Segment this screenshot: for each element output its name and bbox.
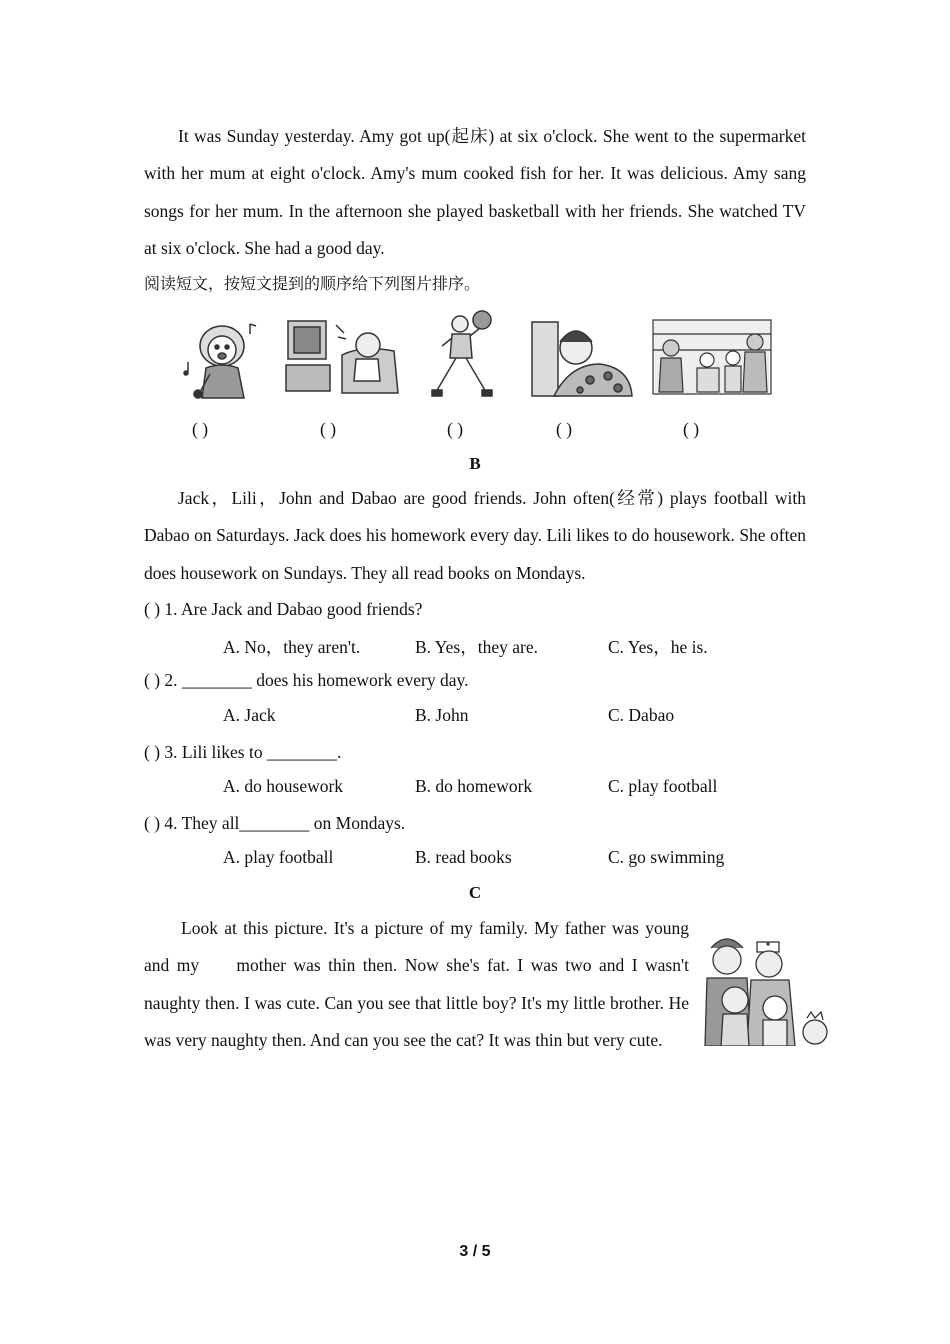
section-b-title: B — [469, 454, 481, 473]
q2-option-a[interactable]: A. Jack — [223, 705, 276, 725]
section-c-title: C — [468, 883, 482, 902]
answer-blank-2[interactable]: ( ) — [320, 419, 337, 439]
family-portrait-picture — [703, 928, 831, 1046]
question-1: ( ) 1. Are Jack and Dabao good friends? — [144, 599, 423, 619]
passage-c: Look at this picture. It's a picture of my family. My father was young and my mother was thin then. Now she's fat. I was two and I wasn't naughty then. I was cute. Can you see that little boy? It's my little brother. He was very naughty then. And can you see the cat? It was thin but very cute. — [144, 918, 694, 1051]
q4-option-c[interactable]: C. go swimming — [608, 847, 725, 867]
girl-playing-basketball-picture — [428, 308, 496, 400]
girl-waking-in-bed-picture — [530, 318, 634, 398]
question-3: ( ) 3. Lili likes to ________. — [144, 742, 342, 762]
q4-option-b[interactable]: B. read books — [415, 847, 512, 867]
question-4: ( ) 4. They all________ on Mondays. — [144, 813, 406, 833]
question-2: ( ) 2. ________ does his homework every day. — [144, 670, 469, 690]
singing-girl-picture — [180, 312, 264, 400]
passage-b: Jack，Lili，John and Dabao are good friends. John often(经常) plays football with Dabao on Saturdays. Jack does his homework every day. Lili likes to do housework. She often does housework on Sundays. They all read books on Mondays. — [144, 488, 806, 583]
q2-option-c[interactable]: C. Dabao — [608, 705, 675, 725]
answer-blank-3[interactable]: ( ) — [447, 419, 464, 439]
q1-option-b[interactable]: B. Yes，they are. — [415, 637, 538, 657]
answer-blank-4[interactable]: ( ) — [556, 419, 573, 439]
q4-option-a[interactable]: A. play football — [223, 847, 334, 867]
q2-option-b[interactable]: B. John — [415, 705, 469, 725]
q3-option-a[interactable]: A. do housework — [223, 776, 344, 796]
q3-option-b[interactable]: B. do homework — [415, 776, 533, 796]
q1-option-c[interactable]: C. Yes，he is. — [608, 637, 708, 657]
girl-watching-tv-picture — [282, 315, 402, 397]
answer-blank-1[interactable]: ( ) — [192, 419, 209, 439]
page-number: 3 / 5 — [459, 1243, 491, 1260]
passage-a: It was Sunday yesterday. Amy got up(起床) at six o'clock. She went to the supermarket with her mum at eight o'clock. Amy's mum cooked fish for her. It was delicious. Amy sang songs for her mum. In the afternoon she played basketball with her friends. She watched TV at six o'clock. She had a good day. — [144, 126, 806, 259]
answer-blank-5[interactable]: ( ) — [683, 419, 700, 439]
family-at-supermarket-picture — [651, 318, 773, 398]
instruction-a: 阅读短文，按短文提到的顺序给下列图片排序。 — [144, 274, 481, 293]
q3-option-c[interactable]: C. play football — [608, 776, 718, 796]
q1-option-a[interactable]: A. No，they aren't. — [223, 637, 361, 657]
